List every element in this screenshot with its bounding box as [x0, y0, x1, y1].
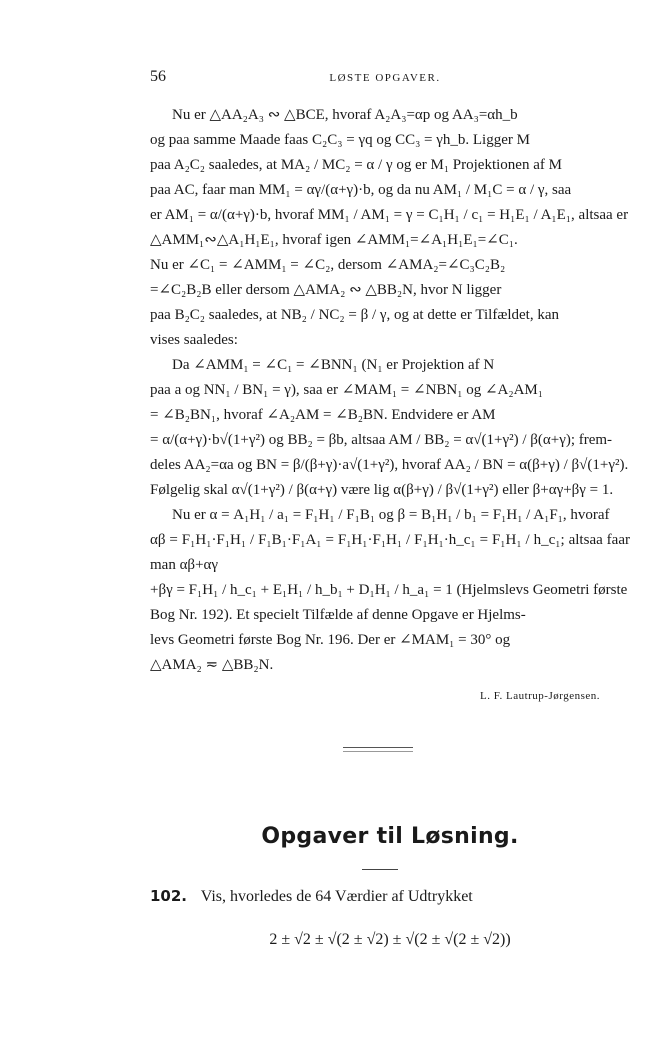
problem-expression: 2 ± √2 ± √(2 ± √2) ± √(2 ± √(2 ± √2)) — [269, 931, 511, 948]
text-line: △AMA₂ ≂ △BB₂N. — [150, 657, 274, 673]
solution-text — [150, 103, 630, 678]
problem-number: 102. — [150, 887, 188, 905]
problem-text: Vis, hvorledes de 64 Værdier af Udtrykket — [200, 888, 473, 905]
text-line: Nu er α = A₁H₁ / a₁ = F₁H₁ / F₁B₁ og β = B₁H₁ / b₁ = F₁H₁ / A₁F₁, hvoraf — [172, 507, 610, 523]
text-line: paa AC, faar man MM₁ = αγ/(α+γ)·b, og da nu AM₁ / M₁C = α / γ, saa — [150, 182, 572, 198]
running-title: LØSTE OPGAVER. — [329, 72, 441, 84]
section-divider — [343, 747, 413, 752]
text-line: αβ = F₁H₁·F₁H₁ / F₁B₁·F₁A₁ = F₁H₁·F₁H₁ / F₁H₁·h_c₁ = F₁H₁ / h_c₁; altsaa faar man αβ+αγ — [150, 532, 630, 573]
text-line: △AMM₁∾△A₁H₁E₁, hvoraf igen ∠AMM₁=∠A₁H₁E₁=∠C₁. — [150, 232, 518, 248]
text-line: Nu er △AA₂A₃ ∾ △BCE, hvoraf A₂A₃=αp og AA₃=αh_b — [172, 107, 518, 123]
text-line: paa B₂C₂ saaledes, at NB₂ / NC₂ = β / γ, og at dette er Tilfældet, kan — [150, 307, 559, 323]
author-signature: L. F. Lautrup-Jørgensen. — [480, 690, 600, 702]
problem-item — [150, 884, 630, 909]
text-line: =∠C₂B₂B eller dersom △AMA₂ ∾ △BB₂N, hvor N ligger — [150, 282, 502, 298]
text-line: Bog Nr. 192). Et specielt Tilfælde af denne Opgave er Hjelms- — [150, 607, 526, 623]
text-line: vises saaledes: — [150, 332, 238, 348]
text-line: og paa samme Maade faas C₂C₃ = γq og CC₃ = γh_b. Ligger M — [150, 132, 530, 148]
text-line: paa a og NN₁ / BN₁ = γ), saa er ∠MAM₁ = ∠NBN₁ og ∠A₂AM₁ — [150, 382, 544, 398]
text-line: deles AA₂=αa og BN = β/(β+γ)·a√(1+γ²), hvoraf AA₂ / BN = α(β+γ) / β√(1+γ²). — [150, 457, 629, 473]
text-line: Da ∠AMM₁ = ∠C₁ = ∠BNN₁ (N₁ er Projektion af N — [172, 357, 495, 373]
text-line: er AM₁ = α/(α+γ)·b, hvoraf MM₁ / AM₁ = γ = C₁H₁ / c₁ = H₁E₁ / A₁E₁, altsaa er — [150, 207, 629, 223]
text-line: levs Geometri første Bog Nr. 196. Der er ∠MAM₁ = 30° og — [150, 632, 511, 648]
text-line: Nu er ∠C₁ = ∠AMM₁ = ∠C₂, dersom ∠AMA₂=∠C₃C₂B₂ — [150, 257, 506, 273]
text-line: = ∠B₂BN₁, hvoraf ∠A₂AM = ∠B₂BN. Endvidere er AM — [150, 407, 496, 423]
page-number: 56 — [150, 68, 166, 85]
text-line: +βγ = F₁H₁ / h_c₁ + E₁H₁ / h_b₁ + D₁H₁ / h_a₁ = 1 (Hjelmslevs Geometri første — [150, 582, 628, 598]
page-header — [150, 64, 630, 91]
title-rule — [362, 869, 398, 870]
text-line: = α/(α+γ)·b√(1+γ²) og BB₂ = βb, altsaa AM / BB₂ = α√(1+γ²) / β(α+γ); frem- — [150, 432, 613, 448]
text-line: paa A₂C₂ saaledes, at MA₂ / MC₂ = α / γ og er M₁ Projektionen af M — [150, 157, 562, 173]
text-line: Følgelig skal α√(1+γ²) / β(α+γ) være lig α(β+γ) / β√(1+γ²) eller β+αγ+βγ = 1. — [150, 482, 614, 498]
page — [150, 64, 630, 952]
section-title: Opgaver til Løsning. — [261, 824, 519, 849]
